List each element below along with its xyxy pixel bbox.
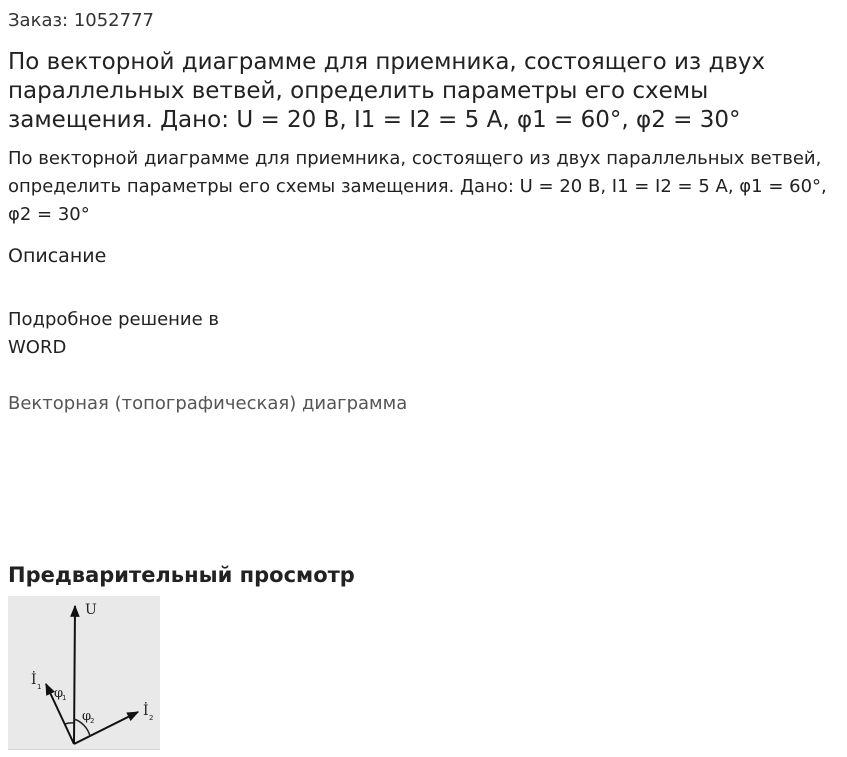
label-phi1-subscript: 1 [62,694,67,702]
order-number: Заказ: 1052777 [8,10,154,31]
preview-heading: Предварительный просмотр [8,563,355,587]
preview-thumbnail[interactable] [8,596,160,750]
voltage-vector [74,606,75,744]
label-phi1: φ [54,686,64,701]
task-description: По векторной диаграмме для приемника, состоящего из двух параллельных ветвей, определить параметры его схемы замещения. Дано: U = 20 В, I1 = I2 = 5 А, φ1 = 60°, φ2 = 30° [8,148,827,225]
label-i1-subscript: 1 [37,683,42,691]
label-i1: İ [31,672,37,688]
task-title: По векторной диаграмме для приемника, состоящего из двух параллельных ветвей, определить параметры его схемы замещения. Дано: U = 20 В, I1 = I2 = 5 А, φ1 = 60°, φ2 = 30° [8,49,766,133]
label-u: U [85,602,97,618]
description-heading: Описание [8,245,107,267]
vector-diagram-image [8,596,160,749]
label-phi2-subscript: 2 [90,717,95,725]
label-i2: İ [143,703,149,719]
solution-format-note: Подробное решение в WORD [8,309,220,358]
phi1-arc [65,723,74,724]
diagram-caption: Векторная (топографическая) диаграмма [8,393,408,414]
label-phi2: φ [82,709,92,724]
label-i2-subscript: 2 [149,714,154,722]
